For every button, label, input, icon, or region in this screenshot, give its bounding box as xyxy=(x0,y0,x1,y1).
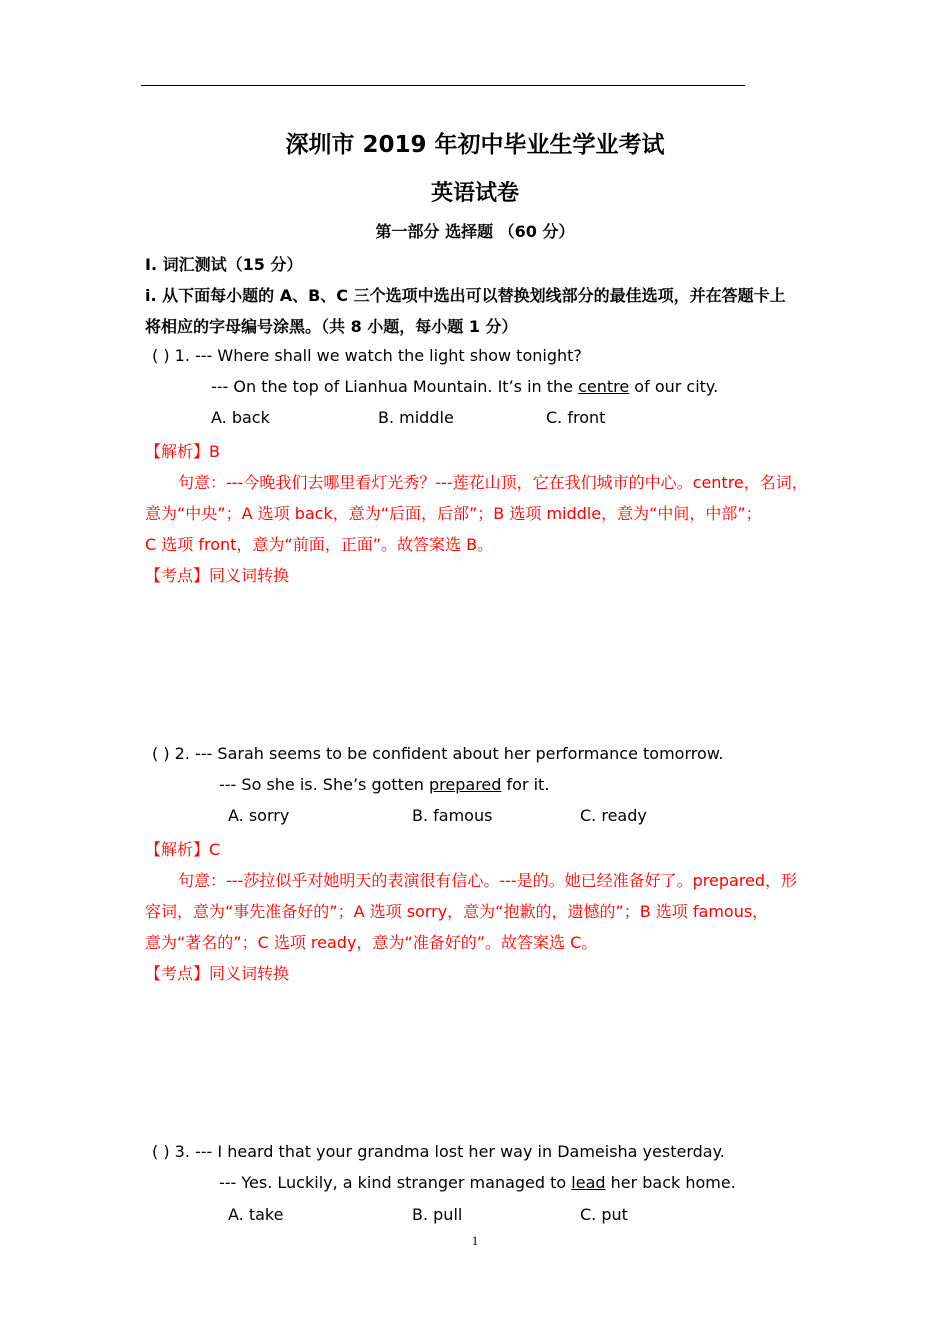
question-1-answer: 【解析】B xyxy=(145,442,220,461)
underlined-word: prepared xyxy=(429,775,502,794)
question-2-explanation-line-1: 句意：---莎拉似乎对她明天的表演很有信心。---是的。她已经准备好了。prepared，形 xyxy=(178,871,798,890)
question-1-explanation-line-2: 意为“中央”；A 选项 back，意为“后面，后部”；B 选项 middle，意为“中间，中部”； xyxy=(145,504,762,523)
question-3-option-c: C. put xyxy=(580,1205,628,1224)
question-1-option-a: A. back xyxy=(211,408,270,427)
question-1-explanation-line-3: C 选项 front，意为“前面，正面”。故答案选 B。 xyxy=(145,535,494,554)
underlined-word: centre xyxy=(578,377,630,396)
underlined-word: lead xyxy=(571,1173,606,1192)
question-2-explanation-line-3: 意为“著名的”；C 选项 ready，意为“准备好的”。故答案选 C。 xyxy=(145,933,598,952)
question-2-option-c: C. ready xyxy=(580,806,647,825)
question-2-prompt: ( ) 2. --- Sarah seems to be confident about her performance tomorrow. xyxy=(152,744,724,763)
question-2-answer: 【解析】C xyxy=(145,840,221,859)
question-2-option-b: B. famous xyxy=(412,806,493,825)
question-1-option-c: C. front xyxy=(546,408,606,427)
header-rule xyxy=(141,85,745,86)
question-1-prompt: ( ) 1. --- Where shall we watch the light show tonight? xyxy=(152,346,582,365)
question-1-option-b: B. middle xyxy=(378,408,454,427)
section-heading: I. 词汇测试（15 分） xyxy=(145,255,303,274)
exam-title: 深圳市 2019 年初中毕业生学业考试 xyxy=(285,132,665,158)
instruction-line-2: 将相应的字母编号涂黑。（共 8 小题，每小题 1 分） xyxy=(145,317,518,336)
question-2-explanation-line-2: 容词，意为“事先准备好的”；A 选项 sorry，意为“抱歉的，遗憾的”；B 选项 famous， xyxy=(145,902,769,921)
question-2-point: 【考点】同义词转换 xyxy=(145,964,290,983)
question-3-option-b: B. pull xyxy=(412,1205,463,1224)
question-2-option-a: A. sorry xyxy=(228,806,290,825)
page-number: 1 xyxy=(471,1233,479,1248)
question-3-reply: --- Yes. Luckily, a kind stranger managed to lead her back home. xyxy=(219,1173,736,1192)
question-1-point: 【考点】同义词转换 xyxy=(145,566,290,585)
question-1-explanation-line-1: 句意：---今晚我们去哪里看灯光秀？---莲花山顶，它在我们城市的中心。centre，名词， xyxy=(178,473,808,492)
instruction-line-1: i. 从下面每小题的 A、B、C 三个选项中选出可以替换划线部分的最佳选项，并在答题卡上 xyxy=(145,286,786,305)
question-2-reply: --- So she is. She’s gotten prepared for it. xyxy=(219,775,550,794)
question-1-reply: --- On the top of Lianhua Mountain. It’s in the centre of our city. xyxy=(211,377,719,396)
question-3-prompt: ( ) 3. --- I heard that your grandma lost her way in Dameisha yesterday. xyxy=(152,1142,725,1161)
question-3-option-a: A. take xyxy=(228,1205,284,1224)
part-heading: 第一部分 选择题 （60 分） xyxy=(375,222,575,241)
exam-subtitle: 英语试卷 xyxy=(430,181,519,206)
